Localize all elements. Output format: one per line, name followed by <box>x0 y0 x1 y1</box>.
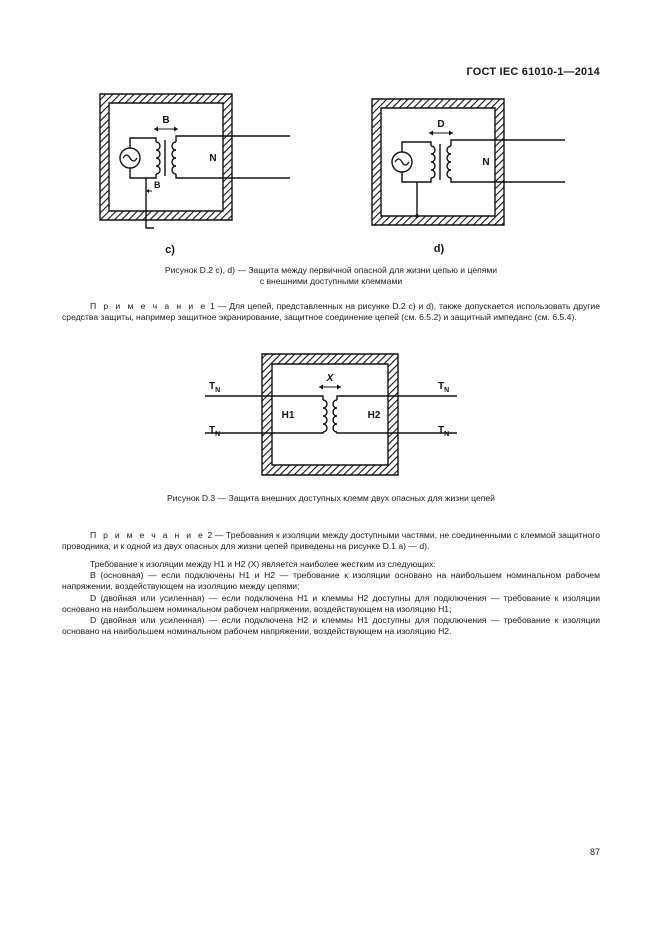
terminal-label-right-top: $T_N$ <box>438 381 450 394</box>
neutral-label-c: N <box>209 153 217 164</box>
figure-d2-caption <box>62 265 600 287</box>
primary-coil <box>156 142 160 174</box>
body-paragraph-3: D (двойная или усиленная) — если подключена H1 и клеммы H2 доступны для подключения — требование к изоляции основано на наибольшем номинальном рабочем напряжении, воздействующем на изоляцию H1; <box>62 592 600 614</box>
panel-label-c: c) <box>165 244 175 256</box>
page-number: 87 <box>589 847 600 857</box>
note-1 <box>62 301 600 323</box>
panel-label-d: d) <box>433 243 445 255</box>
neutral-label-d: N <box>482 157 490 168</box>
note-2 <box>62 530 600 552</box>
figure-d2-caption-line1: Рисунок D.2 c), d) — Защита между первичной опасной для жизни цепью и цепями <box>164 265 498 275</box>
label-h1: H1 <box>281 410 295 421</box>
primary-coil <box>431 146 435 178</box>
body-paragraph-1: Требование к изоляции между H1 и H2 (X) является наиболее жестким из следующих: <box>90 559 436 569</box>
terminal-label-left-bottom: $T_N$ <box>209 425 221 438</box>
note-2-lead: П р и м е ч а н и е <box>90 530 205 540</box>
note-1-lead: П р и м е ч а н и е <box>90 301 208 311</box>
terminal-label-left-top: $T_N$ <box>209 381 221 394</box>
figure-d3-caption: Рисунок D.3 — Защита внешних доступных клемм двух опасных для жизни цепей <box>167 493 495 503</box>
figure-d2-c-diagram <box>90 88 310 258</box>
insulation-label-x: X <box>326 373 334 384</box>
body-text <box>62 559 600 637</box>
coil-h2 <box>333 400 337 432</box>
note-2-text: 2 — Требования к изоляции между доступными частями, не соединенными с клеммой защитного проводника, и к одной из двух опасных для жизни цепей приведены на рисунке D.1 a) — d). <box>62 530 600 552</box>
terminal-label-right-bottom: $T_N$ <box>438 425 450 438</box>
insulation-label-d: D <box>437 119 445 130</box>
coil-h1 <box>323 400 327 432</box>
note-1-text: 1 — Для цепей, представленных на рисунке D.2 c) и d), также допускается использовать другие средства защиты, например защитное экранирование, защитное соединение цепей (см. 6.5.2) и защитный импеданс (см. 6.5.4). <box>62 301 600 323</box>
body-paragraph-2: В (основная) — если подключены H1 и H2 — требование к изоляции основано на наибольшем номинальном рабочем напряжении, воздействующем на изоляцию между цепями; <box>62 570 600 592</box>
insulation-label-b-bottom: B <box>154 180 161 190</box>
body-paragraph-4: D (двойная или усиленная) — если подключена H2 и клеммы H1 доступны для подключения — требование к изоляции основано на наибольшем номинальном рабочем напряжении, воздействующем на изоляцию H2. <box>62 615 600 637</box>
figure-d3-diagram <box>195 347 465 485</box>
label-h2: H2 <box>367 410 381 421</box>
standard-header: ГОСТ IEC 61010-1—2014 <box>466 66 600 78</box>
secondary-coil <box>172 142 176 174</box>
insulation-label-b: B <box>162 115 170 126</box>
secondary-coil <box>447 146 451 178</box>
figure-d2-caption-line2: с внешними доступными клеммами <box>259 276 403 286</box>
figure-d2-d-diagram <box>365 92 585 262</box>
